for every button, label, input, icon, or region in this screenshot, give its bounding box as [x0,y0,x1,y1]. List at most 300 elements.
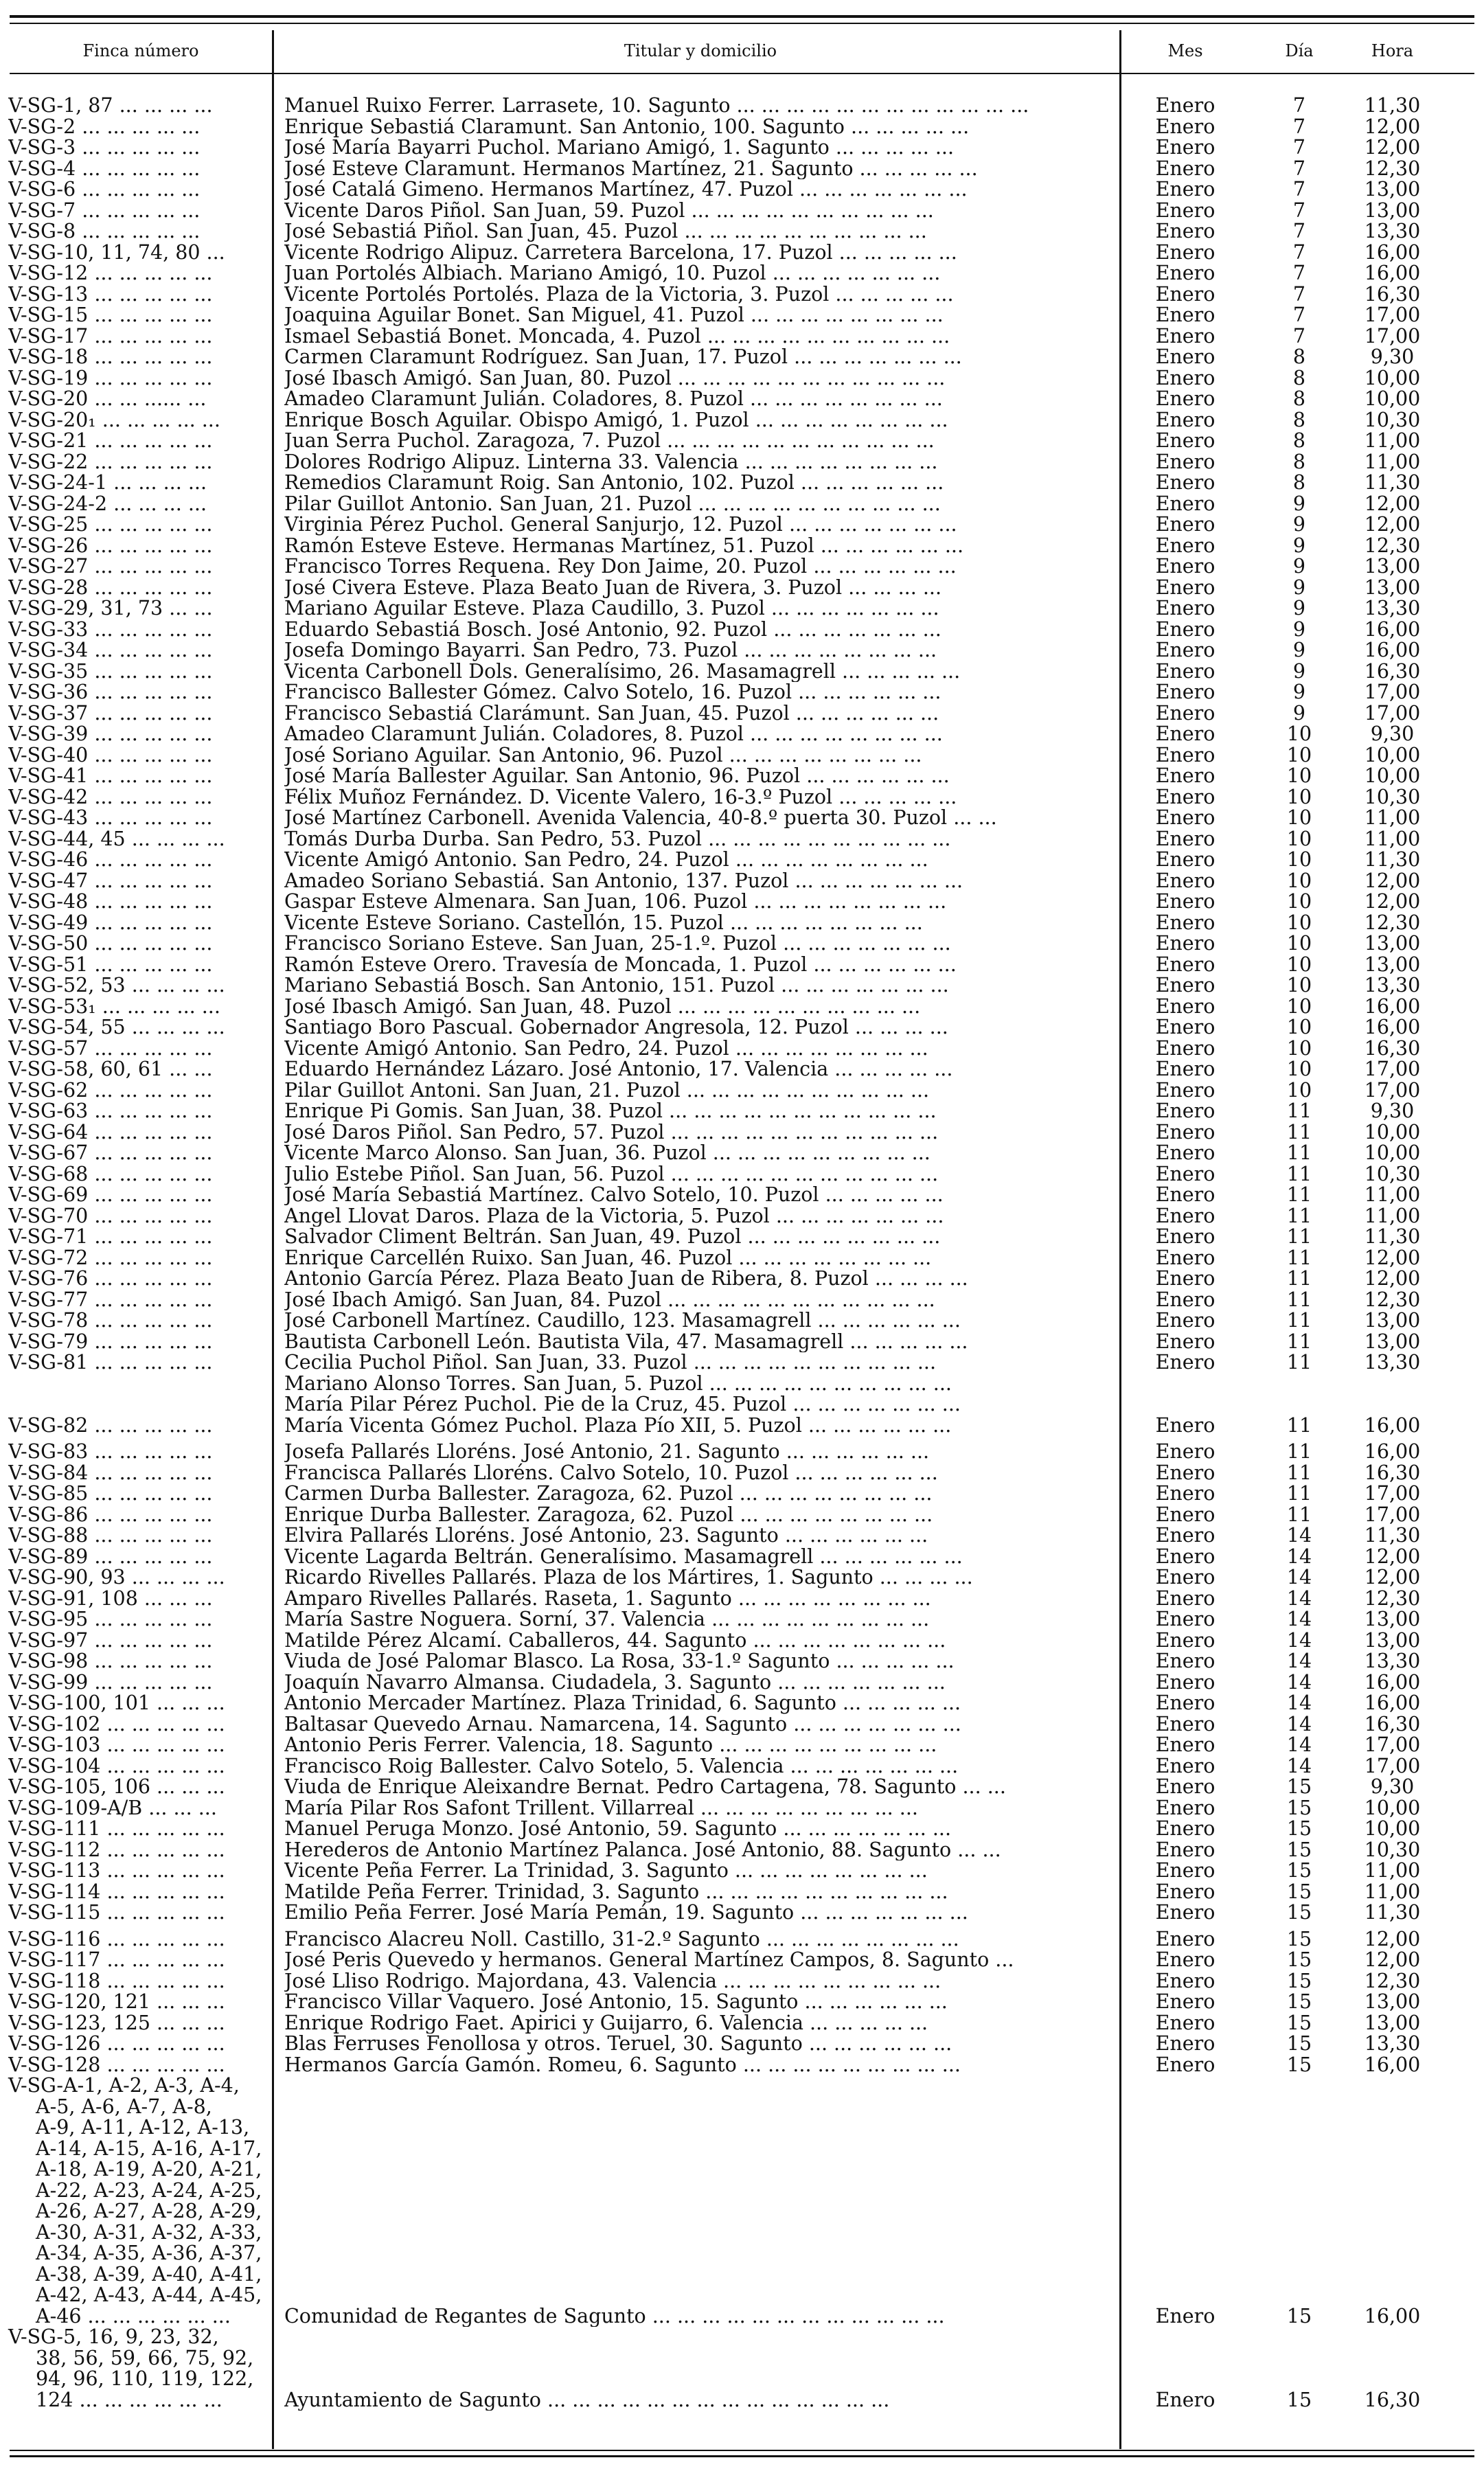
mes-value: Enero [1155,387,1215,410]
mes-value: Enero [1155,1712,1215,1735]
titular-domicilio: Vicente Esteve Soriano. Castellón, 15. Puzol ... ... ... ... ... ... ... ... [284,912,923,933]
table-row [0,1567,1484,1589]
mes-value: Enero [1155,345,1215,368]
finca-number: V-SG-20 ... ... ...... ... [8,389,207,410]
dia-value: 8 [1292,345,1306,368]
dia-value: 7 [1292,157,1306,180]
mes-value: Enero [1155,450,1215,473]
titular-domicilio: Tomás Durba Durba. San Pedro, 53. Puzol ... ... ... ... ... ... ... ... ... ... [284,828,951,850]
titular-domicilio: Vicente Amigó Antonio. San Pedro, 24. Puzol ... ... ... ... ... ... ... ... [284,1038,928,1059]
titular-domicilio: Juan Serra Puchol. Zaragoza, 7. Puzol ... ... ... ... ... ... ... ... ... ... ... [284,431,935,452]
mes-value: Enero [1155,555,1215,578]
titular-domicilio: Enrique Bosch Aguilar. Obispo Amigó, 1. Puzol ... ... ... ... ... ... ... ... [284,409,948,431]
finca-number: V-SG-69 ... ... ... ... ... [8,1185,213,1206]
mes-value: Enero [1155,1948,1215,1971]
hora-value: 11,00 [1364,827,1421,850]
titular-domicilio: Gaspar Esteve Almenara. San Juan, 106. Puzol ... ... ... ... ... ... ... ... [284,891,947,913]
table-row [0,1505,1484,1526]
dia-value: 11 [1286,1413,1312,1437]
finca-number: V-SG-120, 121 ... ... ... [8,1992,225,2013]
dia-value: 15 [1286,1990,1312,2013]
mes-value: Enero [1155,2011,1215,2034]
table-row [0,745,1484,766]
finca-number: V-SG-99 ... ... ... ... ... [8,1672,213,1693]
dia-value: 11 [1286,1141,1312,1164]
titular-domicilio: Manuel Peruga Monzo. José Antonio, 59. Sagunto ... ... ... ... ... ... ... [284,1819,952,1840]
titular-domicilio: Pilar Guillot Antonio. San Juan, 21. Puzol ... ... ... ... ... ... ... ... ... ... [284,493,941,514]
finca-number: V-SG-72 ... ... ... ... ... [8,1247,213,1268]
table-row [0,242,1484,264]
dia-value: 8 [1292,429,1306,452]
finca-number: V-SG-37 ... ... ... ... ... [8,703,213,724]
dia-value: 8 [1292,366,1306,389]
finca-number: V-SG-18 ... ... ... ... ... [8,347,213,368]
titular-domicilio: Vicente Peña Ferrer. La Trinidad, 3. Sagunto ... ... ... ... ... ... ... ... [284,1860,928,1882]
table-row [0,1777,1484,1798]
table-row [0,1310,1484,1332]
dia-value: 11 [1286,1309,1312,1332]
hora-value: 13,00 [1364,1608,1421,1630]
mes-value: Enero [1155,659,1215,683]
mes-value: Enero [1155,764,1215,787]
table-row [0,1735,1484,1756]
table-row [0,1651,1484,1672]
hora-value: 11,00 [1364,806,1421,829]
dia-value: 15 [1286,1796,1312,1819]
dia-value: 9 [1292,597,1306,619]
mes-value: Enero [1155,743,1215,766]
dia-value: 8 [1292,408,1306,431]
header-hora: Hora [1371,41,1414,60]
table-row [0,2034,1484,2055]
hora-value: 10,30 [1364,1162,1421,1185]
table-row [0,1630,1484,1652]
titular-domicilio: Francisco Villar Vaquero. José Antonio, 15. Sagunto ... ... ... ... ... ... [284,1992,948,2013]
finca-number: V-SG-115 ... ... ... ... ... [8,1902,225,1924]
table-row [0,347,1484,368]
finca-number: V-SG-43 ... ... ... ... ... [8,808,213,829]
mes-value: Enero [1155,1969,1215,1992]
hora-value: 13,30 [1364,974,1421,997]
table-row [0,619,1484,641]
dia-value: 11 [1286,1351,1312,1374]
hora-value: 17,00 [1364,701,1421,725]
mes-value: Enero [1155,722,1215,745]
dia-value: 15 [1286,1901,1312,1924]
dia-value: 11 [1286,1482,1312,1505]
titular-domicilio: José Ibasch Amigó. San Juan, 48. Puzol ... ... ... ... ... ... ... ... ... ... [284,996,921,1017]
mes-value: Enero [1155,1078,1215,1102]
table-row [0,1672,1484,1694]
table-row [0,1525,1484,1547]
dia-value: 9 [1292,492,1306,515]
titular-domicilio: Mariano Alonso Torres. San Juan, 5. Puzol ... ... ... ... ... ... ... ... ... ... [284,1373,952,1394]
finca-number-line: V-SG-A-1, A-2, A-3, A-4, [8,2074,240,2097]
finca-number: V-SG-26 ... ... ... ... ... [8,535,213,556]
table-body [0,95,1484,2411]
titular-domicilio: María Pilar Pérez Puchol. Pie de la Cruz, 45. Puzol ... ... ... ... ... ... ... [284,1394,961,1415]
hora-value: 10,30 [1364,1838,1421,1861]
dia-value: 14 [1286,1650,1312,1672]
table-row [0,640,1484,661]
titular-domicilio: José Civera Esteve. Plaza Beato Juan de Rivera, 3. Puzol ... ... ... ... [284,577,942,598]
mes-value: Enero [1155,1036,1215,1060]
finca-number: V-SG-41 ... ... ... ... ... [8,766,213,787]
titular-domicilio: Herederos de Antonio Martínez Palanca. José Antonio, 88. Sagunto ... ... [284,1839,1001,1860]
hora-value: 13,00 [1364,1309,1421,1332]
titular-domicilio: Amparo Rivelles Pallarés. Raseta, 1. Sagunto ... ... ... ... ... ... ... ... [284,1588,931,1609]
table-row [0,556,1484,578]
titular-domicilio: Matilde Peña Ferrer. Trinidad, 3. Sagunto ... ... ... ... ... ... ... ... ... ... [284,1881,948,1902]
finca-number: V-SG-4 ... ... ... ... ... [8,158,201,179]
titular-domicilio: Enrique Durba Ballester. Zaragoza, 62. Puzol ... ... ... ... ... ... ... ... [284,1504,933,1525]
titular-domicilio: Blas Ferruses Fenollosa y otros. Teruel, 30. Sagunto ... ... ... ... ... ... [284,2034,952,2055]
hora-value: 16,00 [1364,1016,1421,1038]
titular-domicilio: José Esteve Claramunt. Hermanos Martínez, 21. Sagunto ... ... ... ... ... [284,158,978,179]
finca-number: V-SG-78 ... ... ... ... ... [8,1310,213,1332]
dia-value: 15 [1286,1880,1312,1903]
table-row [0,326,1484,348]
finca-number: V-SG-83 ... ... ... ... ... [8,1442,213,1463]
mes-value: Enero [1155,1016,1215,1038]
titular-domicilio: Emilio Peña Ferrer. José María Pemán, 19. Sagunto ... ... ... ... ... ... ... [284,1902,968,1924]
finca-number: V-SG-111 ... ... ... ... ... [8,1819,225,1840]
finca-number-line: A-30, A-31, A-32, A-33, [36,2220,262,2244]
hora-value: 12,00 [1364,1948,1421,1971]
hora-value: 13,30 [1364,2032,1421,2055]
finca-number: V-SG-28 ... ... ... ... ... [8,577,213,598]
finca-number: V-SG-34 ... ... ... ... ... [8,640,213,661]
table-row [0,955,1484,976]
hora-value: 12,30 [1364,534,1421,557]
dia-value: 10 [1286,911,1312,934]
table-row [0,179,1484,201]
finca-number: V-SG-105, 106 ... ... ... [8,1777,225,1798]
dia-value: 11 [1286,1246,1312,1269]
finca-number: V-SG-19 ... ... ... ... ... [8,367,213,389]
finca-number: V-SG-85 ... ... ... ... ... [8,1483,213,1505]
table-row [0,661,1484,683]
table-row [0,117,1484,138]
finca-number: V-SG-77 ... ... ... ... ... [8,1289,213,1310]
dia-value: 15 [1286,2388,1312,2411]
finca-number: V-SG-3 ... ... ... ... ... [8,137,201,159]
hora-value: 17,00 [1364,1733,1421,1756]
titular-domicilio: Ayuntamiento de Sagunto ... ... ... ... ... ... ... ... ... ... ... ... ... ... [284,2389,890,2411]
table-row [0,1693,1484,1714]
finca-number: V-SG-70 ... ... ... ... ... [8,1205,213,1227]
mes-value: Enero [1155,1524,1215,1547]
titular-domicilio: Carmen Durba Ballester. Zaragoza, 62. Puzol ... ... ... ... ... ... ... ... [284,1483,933,1505]
finca-number-line: 94, 96, 110, 119, 122, [36,2367,254,2390]
mes-value: Enero [1155,2388,1215,2411]
table-row [0,95,1484,117]
dia-value: 10 [1286,848,1312,871]
dia-value: 11 [1286,1288,1312,1311]
mes-value: Enero [1155,1330,1215,1353]
dia-value: 9 [1292,555,1306,578]
header-finca: Finca número [82,41,199,60]
header-rule [10,73,1474,74]
hora-value: 13,30 [1364,1351,1421,1374]
hora-value: 17,00 [1364,1503,1421,1526]
hora-value: 17,00 [1364,681,1421,703]
hora-value: 12,00 [1364,1246,1421,1269]
finca-number: V-SG-81 ... ... ... ... ... [8,1352,213,1374]
mes-value: Enero [1155,304,1215,326]
mes-value: Enero [1155,1545,1215,1568]
titular-domicilio: Angel Llovat Daros. Plaza de la Victoria, 5. Puzol ... ... ... ... ... ... ... [284,1205,944,1227]
titular-domicilio: Hermanos García Gamón. Romeu, 6. Sagunto ... ... ... ... ... ... ... ... ... [284,2054,961,2075]
mes-value: Enero [1155,220,1215,242]
finca-number: V-SG-22 ... ... ... ... ... [8,451,213,473]
dia-value: 10 [1286,1016,1312,1038]
mes-value: Enero [1155,911,1215,934]
table-row [0,473,1484,494]
finca-number: V-SG-24-2 ... ... ... ... [8,493,207,514]
finca-number: V-SG-89 ... ... ... ... ... [8,1546,213,1567]
dia-value: 11 [1286,1120,1312,1143]
table-row [0,994,1484,1018]
table-row [0,578,1484,599]
table-row [0,1463,1484,1484]
dia-value: 9 [1292,639,1306,661]
titular-domicilio: Elvira Pallarés Lloréns. José Antonio, 23. Sagunto ... ... ... ... ... ... [284,1525,928,1547]
hora-value: 16,30 [1364,1461,1421,1484]
table-row [0,703,1484,725]
hora-value: 17,00 [1364,304,1421,326]
hora-value: 9,30 [1370,722,1415,745]
hora-value: 11,00 [1364,1204,1421,1227]
dia-value: 14 [1286,1566,1312,1589]
finca-number: V-SG-52, 53 ... ... ... ... [8,975,225,997]
titular-domicilio: Vicente Daros Piñol. San Juan, 59. Puzol ... ... ... ... ... ... ... ... ... ... [284,200,934,221]
hora-value: 10,00 [1364,1796,1421,1819]
hora-value: 12,00 [1364,1545,1421,1568]
mes-value: Enero [1155,1183,1215,1206]
titular-domicilio: José Ibasch Amigó. San Juan, 80. Puzol ... ... ... ... ... ... ... ... ... ... ... [284,367,946,389]
mes-value: Enero [1155,1859,1215,1882]
hora-value: 10,00 [1364,366,1421,389]
dia-value: 8 [1292,387,1306,410]
dia-value: 10 [1286,1078,1312,1102]
hora-value: 13,00 [1364,1330,1421,1353]
mes-value: Enero [1155,262,1215,284]
table-row [0,1038,1484,1060]
titular-domicilio: Viuda de José Palomar Blasco. La Rosa, 33-1.º Sagunto ... ... ... ... ... [284,1651,955,1672]
hora-value: 11,00 [1364,1880,1421,1903]
mes-value: Enero [1155,1608,1215,1630]
dia-value: 10 [1286,806,1312,829]
table-row [0,536,1484,557]
hora-value: 10,30 [1364,408,1421,431]
titular-domicilio: Josefa Domingo Bayarri. San Pedro, 73. Puzol ... ... ... ... ... ... ... ... [284,640,937,661]
finca-number: V-SG-97 ... ... ... ... ... [8,1630,213,1651]
dia-value: 11 [1286,1204,1312,1227]
table-row [0,1143,1484,1164]
hora-value: 12,00 [1364,115,1421,138]
finca-number: V-SG-76 ... ... ... ... ... [8,1268,213,1290]
mes-value: Enero [1155,869,1215,892]
finca-number: V-SG-49 ... ... ... ... ... [8,912,213,933]
finca-number-line: A-14, A-15, A-16, A-17, [36,2137,262,2160]
table-row [0,1992,1484,2013]
dia-value: 9 [1292,617,1306,641]
mes-value: Enero [1155,1225,1215,1248]
table-row [0,787,1484,808]
mes-value: Enero [1155,115,1215,138]
dia-value: 10 [1286,994,1312,1018]
mes-value: Enero [1155,198,1215,222]
table-row [0,1950,1484,1971]
dia-value: 11 [1286,1440,1312,1463]
dia-value: 9 [1292,681,1306,703]
table-row [0,1017,1484,1038]
titular-domicilio: Cecilia Puchol Piñol. San Juan, 33. Puzol ... ... ... ... ... ... ... ... ... ... [284,1352,937,1374]
table-row [0,1860,1484,1882]
hora-value: 11,30 [1364,1524,1421,1547]
dia-value: 15 [1286,1927,1312,1950]
finca-number-line: A-18, A-19, A-20, A-21, [36,2158,262,2181]
finca-number: V-SG-126 ... ... ... ... ... [8,2034,225,2055]
table-row [0,2013,1484,2034]
mes-value: Enero [1155,974,1215,997]
finca-number: V-SG-104 ... ... ... ... ... [8,1755,225,1777]
finca-number: V-SG-86 ... ... ... ... ... [8,1504,213,1525]
dia-value: 14 [1286,1608,1312,1630]
finca-number: V-SG-112 ... ... ... ... ... [8,1839,225,1860]
dia-value: 10 [1286,953,1312,976]
finca-number: V-SG-64 ... ... ... ... ... [8,1122,213,1143]
finca-number: V-SG-95 ... ... ... ... ... [8,1609,213,1630]
dia-value: 7 [1292,198,1306,222]
mes-value: Enero [1155,1413,1215,1437]
mes-value: Enero [1155,597,1215,619]
finca-number: V-SG-54, 55 ... ... ... ... [8,1017,225,1038]
table-row [0,431,1484,452]
hora-value: 11,30 [1364,94,1421,117]
finca-number: V-SG-103 ... ... ... ... ... [8,1735,225,1756]
titular-domicilio: Viuda de Enrique Aleixandre Bernat. Pedro Cartagena, 78. Sagunto ... ... [284,1777,1006,1798]
finca-number: V-SG-116 ... ... ... ... ... [8,1928,225,1950]
bottom-rule-thin [10,2450,1474,2451]
titular-domicilio: José Daros Piñol. San Pedro, 57. Puzol ... ... ... ... ... ... ... ... ... ... ... [284,1122,939,1143]
dia-value: 15 [1286,2304,1312,2327]
mes-value: Enero [1155,136,1215,159]
titular-domicilio: Santiago Boro Pascual. Gobernador Angresola, 12. Puzol ... ... ... ... [284,1017,948,1038]
dia-value: 14 [1286,1586,1312,1610]
hora-value: 13,00 [1364,953,1421,976]
hora-value: 12,00 [1364,869,1421,892]
table-row [0,1798,1484,1819]
hora-value: 9,30 [1370,1100,1415,1122]
titular-domicilio: Antonio Mercader Martínez. Plaza Trinidad, 6. Sagunto ... ... ... ... ... [284,1693,961,1714]
finca-number: V-SG-91, 108 ... ... ... [8,1588,213,1609]
hora-value: 16,00 [1364,2053,1421,2076]
finca-number-line: A-5, A-6, A-7, A-8, [36,2095,212,2118]
finca-number: V-SG-42 ... ... ... ... ... [8,786,213,808]
titular-domicilio: María Sastre Noguera. Sorní, 37. Valencia ... ... ... ... ... ... ... ... ... [284,1609,930,1630]
finca-number: V-SG-88 ... ... ... ... ... [8,1525,213,1547]
dia-value: 10 [1286,785,1312,808]
table-row [0,598,1484,619]
dia-value: 7 [1292,324,1306,348]
dia-value: 15 [1286,2053,1312,2076]
mes-value: Enero [1155,1880,1215,1903]
finca-number: V-SG-82 ... ... ... ... ... [8,1415,213,1436]
dia-value: 7 [1292,115,1306,138]
finca-number: V-SG-102 ... ... ... ... ... [8,1714,225,1735]
hora-value: 11,00 [1364,1183,1421,1206]
finca-number: V-SG-17 ... ... ... ... ... [8,326,213,347]
table-row [0,1714,1484,1735]
table-row [0,1227,1484,1248]
hora-value: 16,00 [1364,2304,1421,2327]
finca-number: V-SG-47 ... ... ... ... ... [8,870,213,891]
table-row [0,137,1484,159]
hora-value: 12,00 [1364,1927,1421,1950]
titular-domicilio: Francisco Alacreu Noll. Castillo, 31-2.º Sagunto ... ... ... ... ... ... ... ... [284,1928,959,1950]
dia-value: 10 [1286,827,1312,850]
finca-number: V-SG-39 ... ... ... ... ... [8,724,213,745]
titular-domicilio: José María Ballester Aguilar. San Antonio, 96. Puzol ... ... ... ... ... ... [284,766,950,787]
hora-value: 13,00 [1364,1990,1421,2013]
titular-domicilio: Comunidad de Regantes de Sagunto ... ... ... ... ... ... ... ... ... ... ... ... [284,2305,945,2327]
titular-domicilio: Eduardo Sebastiá Bosch. José Antonio, 92. Puzol ... ... ... ... ... ... ... [284,619,941,640]
finca-number: V-SG-27 ... ... ... ... ... [8,556,213,578]
titular-domicilio: Ramón Esteve Orero. Travesía de Moncada, 1. Puzol ... ... ... ... ... ... [284,954,957,975]
table-row [0,1819,1484,1840]
hora-value: 12,00 [1364,1566,1421,1589]
table-row [0,1547,1484,1568]
mes-value: Enero [1155,1204,1215,1227]
finca-number-line: 38, 56, 59, 66, 75, 92, [36,2346,254,2369]
titular-domicilio: Salvador Climent Beltrán. San Juan, 49. Puzol ... ... ... ... ... ... ... ... [284,1227,941,1248]
dia-value: 10 [1286,869,1312,892]
mes-value: Enero [1155,1309,1215,1332]
mes-value: Enero [1155,2304,1215,2327]
finca-number: V-SG-33 ... ... ... ... ... [8,619,213,640]
mes-value: Enero [1155,1692,1215,1714]
titular-domicilio: Mariano Sebastiá Bosch. San Antonio, 151. Puzol ... ... ... ... ... ... ... [284,975,949,997]
mes-value: Enero [1155,1775,1215,1798]
titular-domicilio: Enrique Pi Gomis. San Juan, 38. Puzol ... ... ... ... ... ... ... ... ... ... ... [284,1101,937,1122]
table-row [0,198,1484,222]
mes-value: Enero [1155,953,1215,976]
hora-value: 9,30 [1370,345,1415,368]
titular-domicilio: José Sebastiá Piñol. San Juan, 45. Puzol ... ... ... ... ... ... ... ... ... ... [284,221,927,242]
dia-value: 14 [1286,1628,1312,1652]
titular-domicilio: Matilde Pérez Alcamí. Caballeros, 44. Sagunto ... ... ... ... ... ... ... ... [284,1630,946,1651]
titular-domicilio: Antonio Peris Ferrer. Valencia, 18. Sagunto ... ... ... ... ... ... ... ... ... [284,1735,937,1756]
hora-value: 11,00 [1364,1859,1421,1882]
hora-value: 11,30 [1364,848,1421,871]
hora-value: 10,00 [1364,1817,1421,1840]
mes-value: Enero [1155,1586,1215,1610]
hora-value: 13,00 [1364,178,1421,201]
titular-domicilio: María Pilar Ros Safont Trillent. Villarreal ... ... ... ... ... ... ... ... ... [284,1797,918,1819]
mes-value: Enero [1155,639,1215,661]
mes-value: Enero [1155,785,1215,808]
hora-value: 16,00 [1364,1413,1421,1437]
finca-number: V-SG-62 ... ... ... ... ... [8,1080,213,1101]
table-row [0,682,1484,703]
finca-number: V-SG-98 ... ... ... ... ... [8,1651,213,1672]
finca-number: V-SG-117 ... ... ... ... ... [8,1950,225,1971]
hora-value: 17,00 [1364,1058,1421,1080]
mes-value: Enero [1155,94,1215,117]
table-row-group [0,2075,1484,2327]
